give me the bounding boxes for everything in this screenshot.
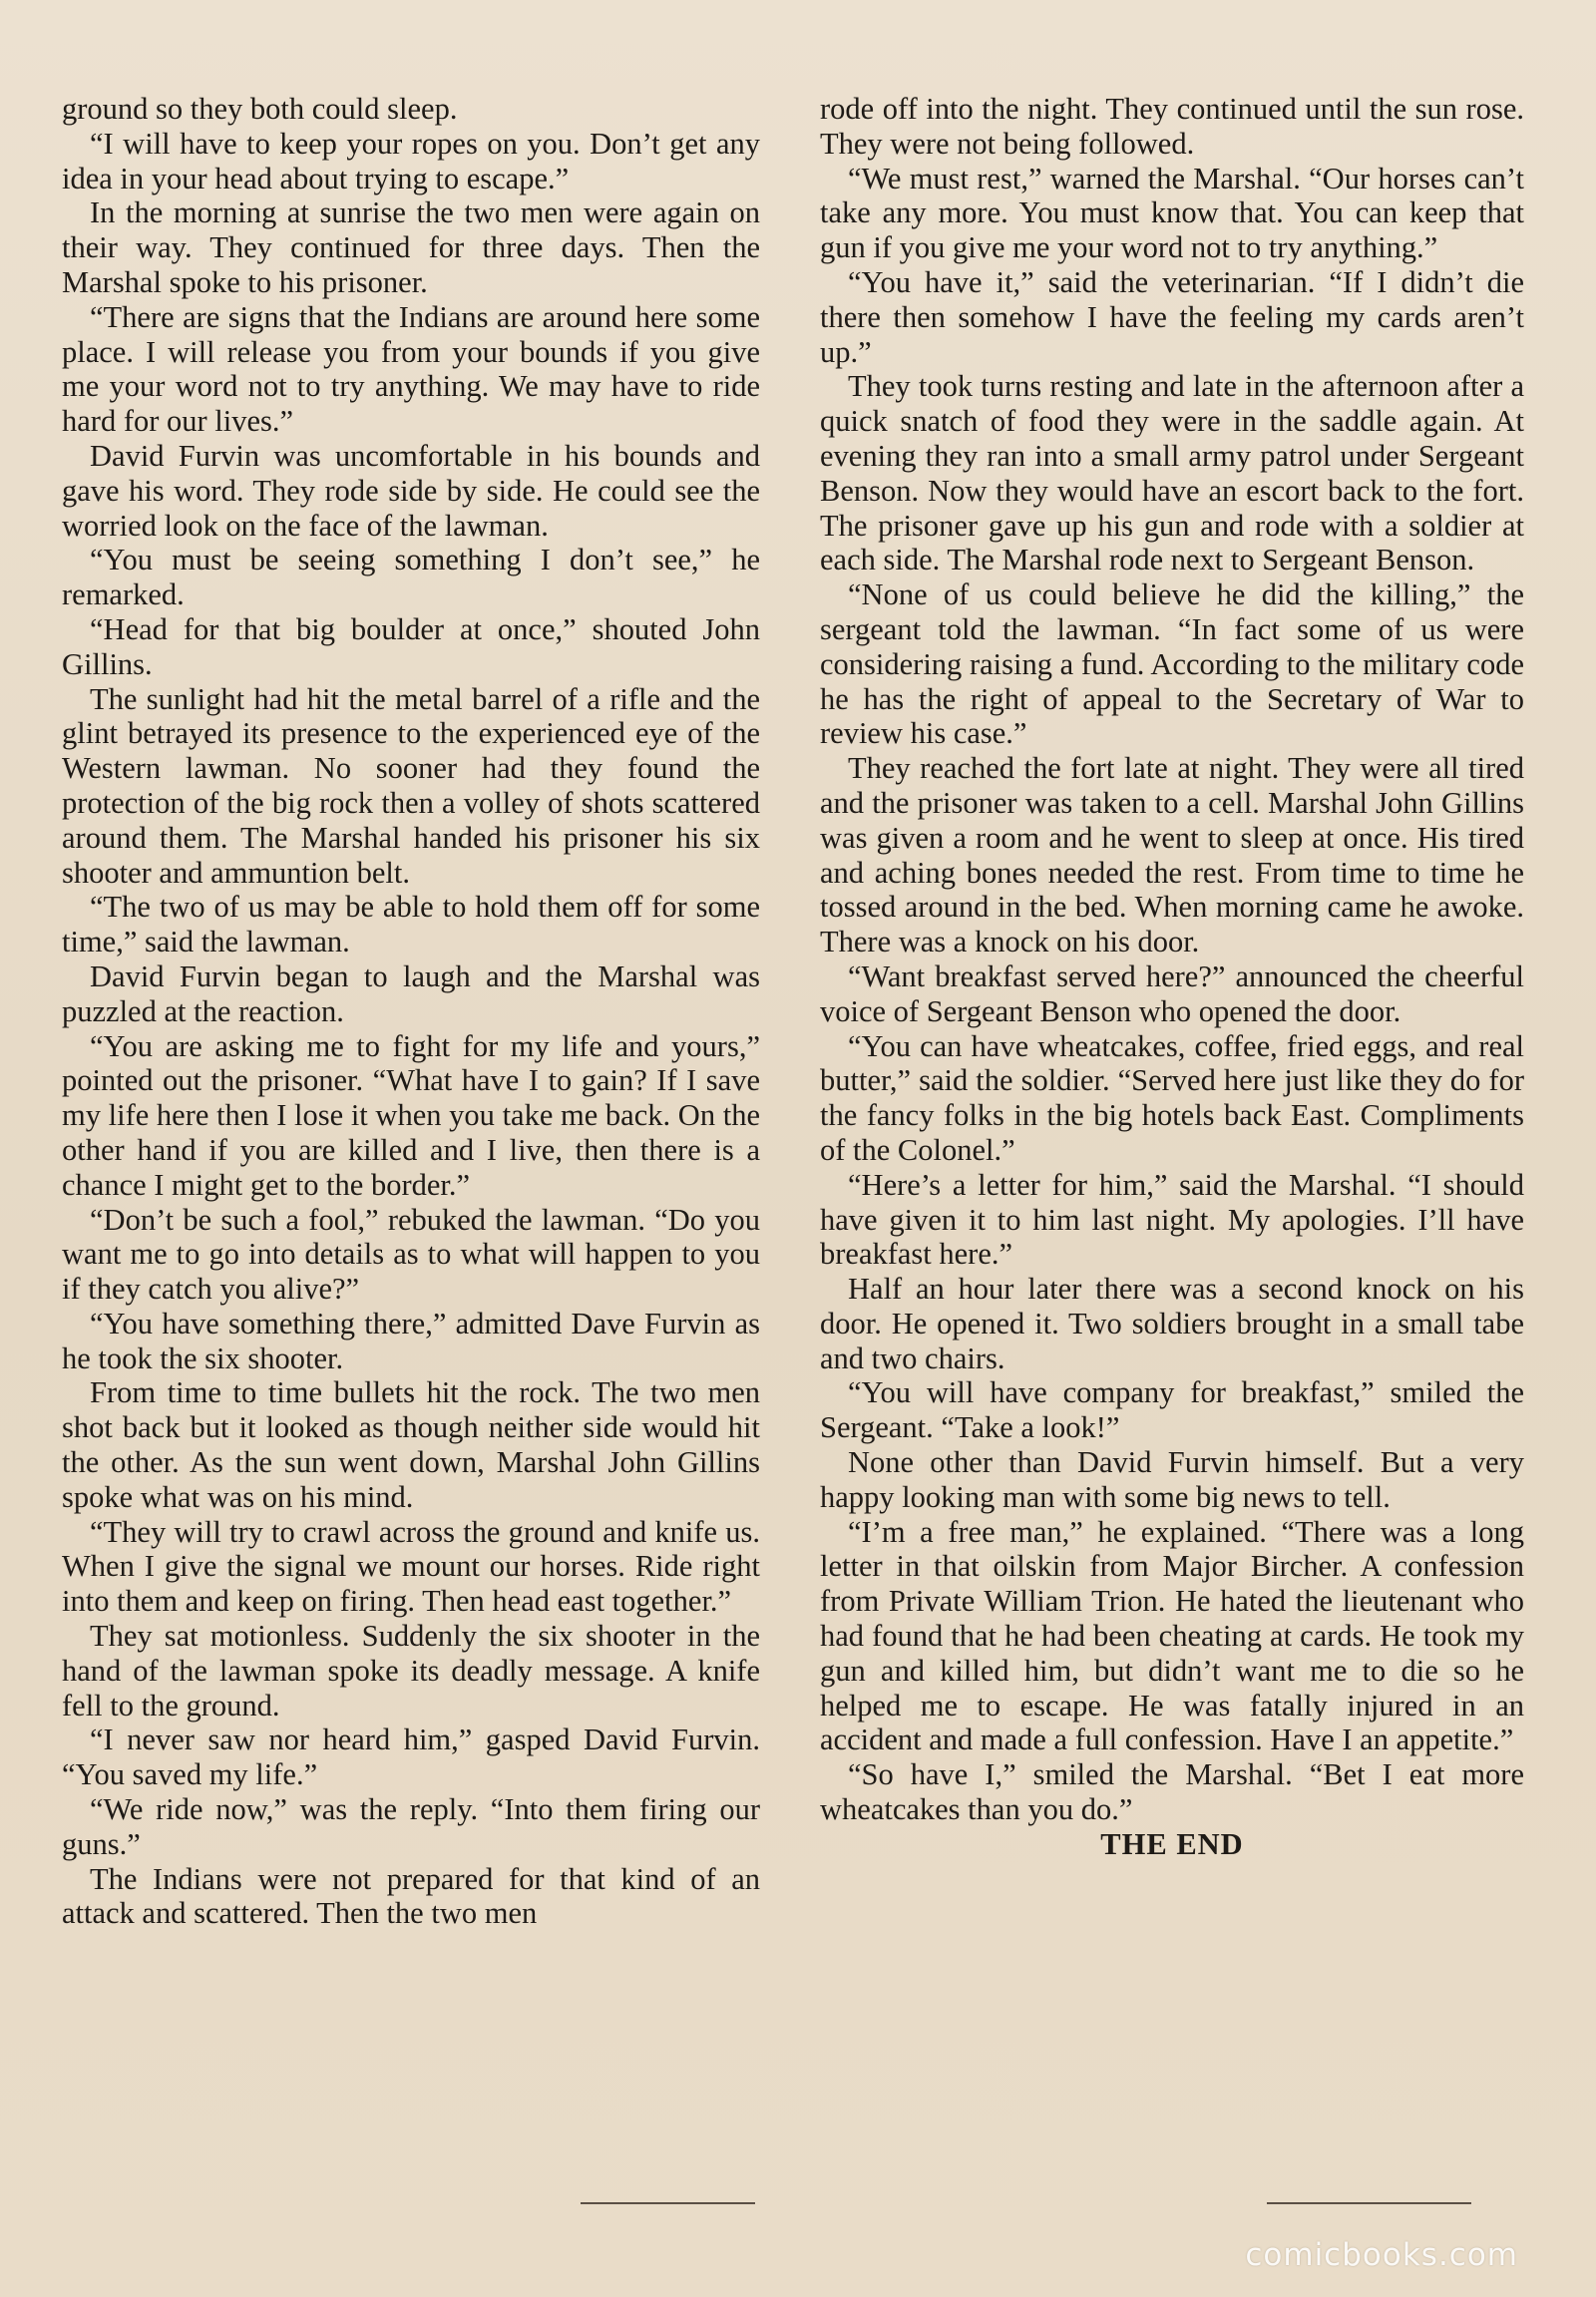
paragraph: “You can have wheatcakes, coffee, fried eggs, and real butter,” said the soldier. “Served here just like they do for the fancy folks in the big hotels back East. Compliments of the Colonel.” [820, 1028, 1524, 1167]
paragraph: The sunlight had hit the metal barrel of a rifle and the glint betrayed its presence to the experienced eye of the Western lawman. No sooner had they found the protection of the big rock then a volley of shots scattered around them. The Marshal handed his prisoner his six shooter and ammuntion belt. [62, 681, 760, 890]
paragraph: “They will try to crawl across the ground and knife us. When I give the signal we mount our horses. Ride right into them and keep on firing. Then head east together.” [62, 1514, 760, 1619]
the-end-label: THE END [1100, 1826, 1244, 1861]
paragraph: Half an hour later there was a second knock on his door. He opened it. Two soldiers brought in a small tabe and two chairs. [820, 1272, 1524, 1375]
paragraph: They sat motionless. Suddenly the six shooter in the hand of the lawman spoke its deadly message. A knife fell to the ground. [62, 1619, 760, 1723]
paragraph: ground so they both could sleep. [62, 92, 458, 126]
paragraph: The Indians were not prepared for that kind of an attack and scattered. Then the two men [62, 1861, 760, 1931]
paragraph: “So have I,” smiled the Marshal. “Bet I eat more wheatcakes than you do.” [820, 1757, 1524, 1827]
paragraph: “Don’t be such a fool,” rebuked the lawman. “Do you want me to go into details as to what will happen to you if they catch you alive?” [62, 1202, 760, 1307]
paragraph: “We ride now,” was the reply. “Into them firing our guns.” [62, 1792, 760, 1861]
paragraph: “You must be seeing something I don’t see,” he remarked. [62, 543, 760, 612]
paragraph: “I never saw nor heard him,” gasped David Furvin. “You saved my life.” [62, 1723, 760, 1792]
column-end-rule [1267, 2202, 1471, 2204]
paragraph: “I will have to keep your ropes on you. Don’t get any idea in your head about trying to escape.” [62, 126, 760, 195]
column-end-rule [581, 2202, 755, 2204]
paragraph: They reached the fort late at night. They were all tired and the prisoner was taken to a cell. Marshal John Gillins was given a room and he went to sleep at once. His tired and aching bones needed the rest. From time to time he tossed around in the bed. When morning came he awoke. There was a knock on his door. [820, 751, 1524, 959]
paragraph: “You have something there,” admitted Dave Furvin as he took the six shooter. [62, 1306, 760, 1375]
site-watermark: comicbooks.com [1245, 2237, 1518, 2273]
paragraph: “You have it,” said the veterinarian. “If I didn’t die there then somehow I have the feeling my cards aren’t up.” [820, 264, 1524, 369]
paragraph: “There are signs that the Indians are around here some place. I will release you from your bounds if you give me your word not to try anything. We may have to ride hard for our lives.” [62, 299, 760, 439]
paragraph: “You will have company for breakfast,” smiled the Sergeant. “Take a look!” [820, 1375, 1524, 1445]
paragraph: “We must rest,” warned the Marshal. “Our horses can’t take any more. You must know that. You can keep that gun if you give me your word not to try anything.” [820, 161, 1524, 265]
paragraph: None other than David Furvin himself. But a very happy looking man with some big news to tell. [820, 1445, 1524, 1514]
paragraph: “Want breakfast served here?” announced the cheerful voice of Sergeant Benson who opened the door. [820, 958, 1524, 1028]
paragraph: They took turns resting and late in the afternoon after a quick snatch of food they were in the saddle again. At evening they ran into a small army patrol under Sergeant Benson. Now they would have an escort back to the fort. The prisoner gave up his gun and rode with a soldier at each side. The Marshal rode next to Sergeant Benson. [820, 369, 1524, 577]
paragraph: “Head for that big boulder at once,” shouted John Gillins. [62, 611, 760, 681]
paragraph: “I’m a free man,” he explained. “There was a long letter in that oilskin from Major Bircher. A confession from Private William Trion. He hated the lieutenant who had found that he had been cheating at cards. He took my gun and killed him, but didn’t want me to die so he helped me to escape. He was fatally injured in an accident and made a full confession. Have I an appetite.” [820, 1514, 1524, 1757]
paragraph: “You are asking me to fight for my life and yours,” pointed out the prisoner. “What have I to gain? If I save my life here then I lose it when you take me back. On the other hand if you are killed and I live, then there is a chance I might get to the border.” [62, 1028, 760, 1202]
paragraph: “Here’s a letter for him,” said the Marshal. “I should have given it to him last night. My apologies. I’ll have breakfast here.” [820, 1167, 1524, 1272]
paragraph: In the morning at sunrise the two men were again on their way. They continued for three days. Then the Marshal spoke to his prisoner. [62, 195, 760, 299]
paragraph: From time to time bullets hit the rock. The two men shot back but it looked as though neither side would hit the other. As the sun went down, Marshal John Gillins spoke what was on his mind. [62, 1375, 760, 1514]
story-column-right [820, 92, 1524, 1862]
story-column-left [62, 92, 760, 1931]
paragraph: “None of us could believe he did the killing,” the sergeant told the lawman. “In fact some of us were considering raising a fund. According to the military code he has the right of appeal to the Secretary of War to review his case.” [820, 577, 1524, 751]
paragraph: David Furvin began to laugh and the Marshal was puzzled at the reaction. [62, 958, 760, 1028]
paragraph: David Furvin was uncomfortable in his bounds and gave his word. They rode side by side. He could see the worried look on the face of the lawman. [62, 438, 760, 543]
paragraph: rode off into the night. They continued until the sun rose. They were not being followed. [820, 92, 1524, 161]
paragraph: “The two of us may be able to hold them off for some time,” said the lawman. [62, 890, 760, 959]
